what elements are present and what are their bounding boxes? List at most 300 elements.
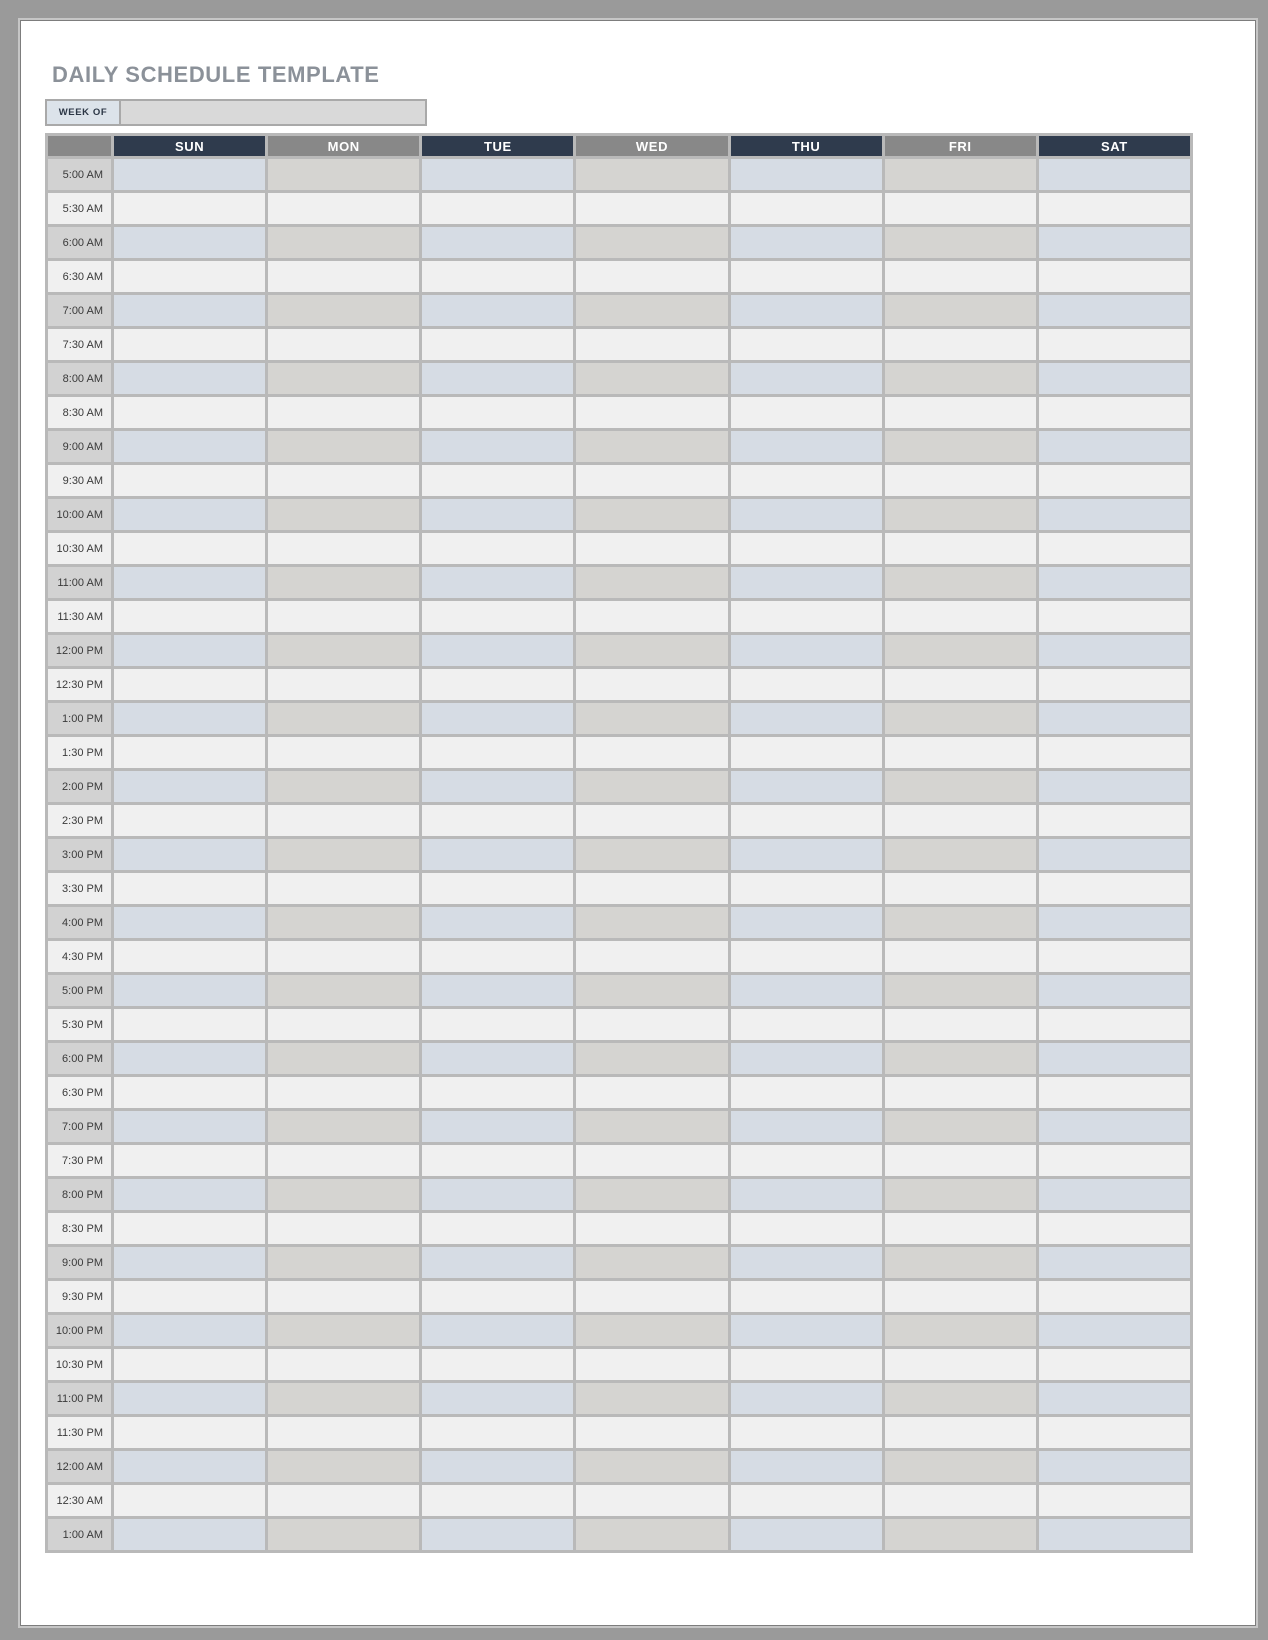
schedule-cell[interactable] <box>267 804 421 838</box>
schedule-cell[interactable] <box>1037 1348 1191 1382</box>
schedule-cell[interactable] <box>113 906 267 940</box>
schedule-cell[interactable] <box>883 1382 1037 1416</box>
schedule-cell[interactable] <box>575 940 729 974</box>
schedule-cell[interactable] <box>267 1280 421 1314</box>
schedule-cell[interactable] <box>883 668 1037 702</box>
schedule-cell[interactable] <box>575 1042 729 1076</box>
schedule-cell[interactable] <box>729 328 883 362</box>
schedule-cell[interactable] <box>113 1178 267 1212</box>
schedule-cell[interactable] <box>729 260 883 294</box>
schedule-cell[interactable] <box>267 1382 421 1416</box>
schedule-cell[interactable] <box>113 430 267 464</box>
schedule-cell[interactable] <box>575 1382 729 1416</box>
schedule-cell[interactable] <box>421 906 575 940</box>
schedule-cell[interactable] <box>883 906 1037 940</box>
schedule-cell[interactable] <box>267 1110 421 1144</box>
schedule-cell[interactable] <box>1037 1110 1191 1144</box>
schedule-cell[interactable] <box>421 1178 575 1212</box>
schedule-cell[interactable] <box>267 872 421 906</box>
schedule-cell[interactable] <box>1037 600 1191 634</box>
schedule-cell[interactable] <box>267 600 421 634</box>
schedule-cell[interactable] <box>729 872 883 906</box>
schedule-cell[interactable] <box>883 1042 1037 1076</box>
schedule-cell[interactable] <box>729 294 883 328</box>
schedule-cell[interactable] <box>421 1348 575 1382</box>
schedule-cell[interactable] <box>729 1076 883 1110</box>
schedule-cell[interactable] <box>267 1314 421 1348</box>
schedule-cell[interactable] <box>575 1178 729 1212</box>
schedule-cell[interactable] <box>267 260 421 294</box>
schedule-cell[interactable] <box>575 1416 729 1450</box>
schedule-cell[interactable] <box>729 974 883 1008</box>
schedule-cell[interactable] <box>729 1144 883 1178</box>
schedule-cell[interactable] <box>421 736 575 770</box>
schedule-cell[interactable] <box>267 192 421 226</box>
time-label: 5:30 PM <box>47 1008 113 1042</box>
schedule-cell[interactable] <box>421 260 575 294</box>
schedule-cell[interactable] <box>421 158 575 192</box>
schedule-cell[interactable] <box>267 736 421 770</box>
schedule-cell[interactable] <box>575 1110 729 1144</box>
schedule-cell[interactable] <box>883 1246 1037 1280</box>
schedule-cell[interactable] <box>421 1008 575 1042</box>
schedule-cell[interactable] <box>1037 498 1191 532</box>
schedule-cell[interactable] <box>421 940 575 974</box>
schedule-cell[interactable] <box>1037 430 1191 464</box>
schedule-cell[interactable] <box>113 158 267 192</box>
schedule-cell[interactable] <box>883 260 1037 294</box>
schedule-cell[interactable] <box>113 328 267 362</box>
schedule-cell[interactable] <box>575 260 729 294</box>
schedule-cell[interactable] <box>267 1212 421 1246</box>
schedule-cell[interactable] <box>883 1280 1037 1314</box>
schedule-cell[interactable] <box>113 1076 267 1110</box>
schedule-cell[interactable] <box>421 396 575 430</box>
time-label: 10:30 AM <box>47 532 113 566</box>
schedule-cell[interactable] <box>421 804 575 838</box>
schedule-cell[interactable] <box>883 838 1037 872</box>
schedule-cell[interactable] <box>1037 294 1191 328</box>
schedule-cell[interactable] <box>267 906 421 940</box>
schedule-cell[interactable] <box>421 226 575 260</box>
schedule-cell[interactable] <box>729 838 883 872</box>
schedule-cell[interactable] <box>883 226 1037 260</box>
schedule-cell[interactable] <box>267 1518 421 1552</box>
schedule-cell[interactable] <box>267 1042 421 1076</box>
schedule-cell[interactable] <box>113 396 267 430</box>
schedule-cell[interactable] <box>267 464 421 498</box>
schedule-cell[interactable] <box>421 430 575 464</box>
schedule-cell[interactable] <box>113 600 267 634</box>
schedule-cell[interactable] <box>1037 566 1191 600</box>
schedule-cell[interactable] <box>113 838 267 872</box>
schedule-cell[interactable] <box>575 736 729 770</box>
schedule-cell[interactable] <box>883 532 1037 566</box>
schedule-cell[interactable] <box>421 362 575 396</box>
schedule-cell[interactable] <box>113 1518 267 1552</box>
schedule-cell[interactable] <box>575 872 729 906</box>
schedule-cell[interactable] <box>729 906 883 940</box>
schedule-cell[interactable] <box>729 498 883 532</box>
time-row <box>47 974 1192 1008</box>
schedule-cell[interactable] <box>575 1246 729 1280</box>
schedule-cell[interactable] <box>1037 1246 1191 1280</box>
schedule-cell[interactable] <box>883 498 1037 532</box>
schedule-cell[interactable] <box>883 430 1037 464</box>
schedule-cell[interactable] <box>575 600 729 634</box>
time-row <box>47 1416 1192 1450</box>
schedule-cell[interactable] <box>575 226 729 260</box>
schedule-cell[interactable] <box>729 1246 883 1280</box>
schedule-cell[interactable] <box>113 1416 267 1450</box>
schedule-cell[interactable] <box>883 872 1037 906</box>
schedule-cell[interactable] <box>1037 736 1191 770</box>
schedule-cell[interactable] <box>1037 1382 1191 1416</box>
schedule-cell[interactable] <box>421 328 575 362</box>
schedule-cell[interactable] <box>267 1450 421 1484</box>
schedule-cell[interactable] <box>883 1348 1037 1382</box>
schedule-cell[interactable] <box>267 158 421 192</box>
schedule-cell[interactable] <box>267 1416 421 1450</box>
schedule-cell[interactable] <box>729 668 883 702</box>
schedule-cell[interactable] <box>729 804 883 838</box>
schedule-cell[interactable] <box>883 600 1037 634</box>
schedule-cell[interactable] <box>575 294 729 328</box>
schedule-cell[interactable] <box>883 1144 1037 1178</box>
schedule-cell[interactable] <box>729 1280 883 1314</box>
schedule-cell[interactable] <box>575 1348 729 1382</box>
schedule-cell[interactable] <box>883 1212 1037 1246</box>
schedule-cell[interactable] <box>575 158 729 192</box>
schedule-cell[interactable] <box>113 974 267 1008</box>
schedule-cell[interactable] <box>1037 940 1191 974</box>
schedule-cell[interactable] <box>575 328 729 362</box>
schedule-cell[interactable] <box>883 362 1037 396</box>
schedule-cell[interactable] <box>421 1314 575 1348</box>
schedule-cell[interactable] <box>113 872 267 906</box>
schedule-cell[interactable] <box>575 770 729 804</box>
week-of-input[interactable] <box>121 101 425 124</box>
schedule-cell[interactable] <box>883 158 1037 192</box>
schedule-cell[interactable] <box>883 1076 1037 1110</box>
schedule-cell[interactable] <box>1037 702 1191 736</box>
schedule-cell[interactable] <box>729 770 883 804</box>
schedule-cell[interactable] <box>421 1280 575 1314</box>
schedule-cell[interactable] <box>113 226 267 260</box>
schedule-cell[interactable] <box>113 770 267 804</box>
schedule-cell[interactable] <box>575 974 729 1008</box>
schedule-cell[interactable] <box>267 1008 421 1042</box>
schedule-cell[interactable] <box>1037 872 1191 906</box>
schedule-cell[interactable] <box>729 1450 883 1484</box>
schedule-cell[interactable] <box>729 362 883 396</box>
schedule-cell[interactable] <box>421 464 575 498</box>
schedule-cell[interactable] <box>113 362 267 396</box>
schedule-cell[interactable] <box>421 634 575 668</box>
schedule-cell[interactable] <box>1037 1042 1191 1076</box>
schedule-cell[interactable] <box>267 294 421 328</box>
schedule-cell[interactable] <box>1037 1450 1191 1484</box>
schedule-cell[interactable] <box>267 974 421 1008</box>
schedule-cell[interactable] <box>421 532 575 566</box>
schedule-cell[interactable] <box>421 1450 575 1484</box>
schedule-cell[interactable] <box>113 532 267 566</box>
schedule-cell[interactable] <box>1037 1314 1191 1348</box>
schedule-cell[interactable] <box>883 1518 1037 1552</box>
schedule-cell[interactable] <box>575 1280 729 1314</box>
schedule-cell[interactable] <box>1037 1280 1191 1314</box>
schedule-cell[interactable] <box>113 464 267 498</box>
schedule-cell[interactable] <box>421 1484 575 1518</box>
schedule-cell[interactable] <box>883 940 1037 974</box>
schedule-cell[interactable] <box>729 634 883 668</box>
schedule-cell[interactable] <box>1037 634 1191 668</box>
schedule-cell[interactable] <box>113 702 267 736</box>
schedule-cell[interactable] <box>1037 1076 1191 1110</box>
schedule-cell[interactable] <box>113 1382 267 1416</box>
schedule-cell[interactable] <box>883 1484 1037 1518</box>
schedule-cell[interactable] <box>729 1348 883 1382</box>
schedule-cell[interactable] <box>575 498 729 532</box>
schedule-cell[interactable] <box>575 1484 729 1518</box>
time-column-header <box>47 135 113 158</box>
schedule-cell[interactable] <box>575 1212 729 1246</box>
schedule-cell[interactable] <box>883 464 1037 498</box>
schedule-cell[interactable] <box>729 1178 883 1212</box>
schedule-cell[interactable] <box>421 838 575 872</box>
schedule-cell[interactable] <box>267 566 421 600</box>
schedule-cell[interactable] <box>575 464 729 498</box>
schedule-cell[interactable] <box>883 1110 1037 1144</box>
schedule-cell[interactable] <box>575 362 729 396</box>
schedule-cell[interactable] <box>421 294 575 328</box>
schedule-cell[interactable] <box>267 1484 421 1518</box>
schedule-cell[interactable] <box>421 668 575 702</box>
schedule-cell[interactable] <box>267 1246 421 1280</box>
schedule-cell[interactable] <box>729 532 883 566</box>
schedule-cell[interactable] <box>883 1314 1037 1348</box>
schedule-cell[interactable] <box>421 192 575 226</box>
schedule-cell[interactable] <box>267 396 421 430</box>
schedule-cell[interactable] <box>421 1416 575 1450</box>
schedule-cell[interactable] <box>575 430 729 464</box>
schedule-cell[interactable] <box>1037 668 1191 702</box>
schedule-cell[interactable] <box>1037 906 1191 940</box>
schedule-cell[interactable] <box>1037 260 1191 294</box>
schedule-cell[interactable] <box>883 804 1037 838</box>
schedule-cell[interactable] <box>883 1008 1037 1042</box>
schedule-cell[interactable] <box>1037 1518 1191 1552</box>
schedule-cell[interactable] <box>729 1110 883 1144</box>
schedule-cell[interactable] <box>267 498 421 532</box>
schedule-cell[interactable] <box>1037 838 1191 872</box>
schedule-cell[interactable] <box>883 702 1037 736</box>
schedule-cell[interactable] <box>575 702 729 736</box>
schedule-cell[interactable] <box>729 600 883 634</box>
schedule-cell[interactable] <box>421 1042 575 1076</box>
schedule-cell[interactable] <box>729 1008 883 1042</box>
schedule-cell[interactable] <box>113 566 267 600</box>
schedule-cell[interactable] <box>575 906 729 940</box>
schedule-cell[interactable] <box>267 1178 421 1212</box>
schedule-cell[interactable] <box>575 668 729 702</box>
schedule-cell[interactable] <box>729 226 883 260</box>
schedule-cell[interactable] <box>729 566 883 600</box>
schedule-cell[interactable] <box>113 668 267 702</box>
schedule-cell[interactable] <box>1037 770 1191 804</box>
schedule-cell[interactable] <box>883 974 1037 1008</box>
schedule-cell[interactable] <box>729 1212 883 1246</box>
schedule-cell[interactable] <box>883 1416 1037 1450</box>
schedule-cell[interactable] <box>575 1314 729 1348</box>
time-row <box>47 260 1192 294</box>
schedule-cell[interactable] <box>883 1450 1037 1484</box>
schedule-cell[interactable] <box>1037 1484 1191 1518</box>
schedule-cell[interactable] <box>1037 396 1191 430</box>
schedule-cell[interactable] <box>883 328 1037 362</box>
schedule-cell[interactable] <box>113 260 267 294</box>
schedule-cell[interactable] <box>1037 1178 1191 1212</box>
schedule-cell[interactable] <box>113 294 267 328</box>
schedule-cell[interactable] <box>729 158 883 192</box>
schedule-cell[interactable] <box>267 770 421 804</box>
schedule-cell[interactable] <box>113 634 267 668</box>
schedule-cell[interactable] <box>1037 1144 1191 1178</box>
schedule-cell[interactable] <box>883 1178 1037 1212</box>
schedule-cell[interactable] <box>1037 1416 1191 1450</box>
schedule-cell[interactable] <box>113 1110 267 1144</box>
schedule-cell[interactable] <box>113 1008 267 1042</box>
schedule-cell[interactable] <box>267 702 421 736</box>
schedule-cell[interactable] <box>267 634 421 668</box>
schedule-cell[interactable] <box>267 940 421 974</box>
time-label: 5:00 AM <box>47 158 113 192</box>
schedule-cell[interactable] <box>729 1416 883 1450</box>
schedule-cell[interactable] <box>421 600 575 634</box>
schedule-cell[interactable] <box>1037 1008 1191 1042</box>
schedule-cell[interactable] <box>1037 1212 1191 1246</box>
schedule-cell[interactable] <box>113 804 267 838</box>
schedule-cell[interactable] <box>575 1450 729 1484</box>
schedule-cell[interactable] <box>421 566 575 600</box>
schedule-cell[interactable] <box>729 396 883 430</box>
schedule-cell[interactable] <box>113 1246 267 1280</box>
schedule-cell[interactable] <box>267 1076 421 1110</box>
schedule-cell[interactable] <box>1037 532 1191 566</box>
schedule-cell[interactable] <box>883 396 1037 430</box>
schedule-cell[interactable] <box>267 226 421 260</box>
schedule-cell[interactable] <box>421 1518 575 1552</box>
schedule-cell[interactable] <box>1037 192 1191 226</box>
schedule-cell[interactable] <box>421 1246 575 1280</box>
schedule-cell[interactable] <box>883 770 1037 804</box>
schedule-cell[interactable] <box>729 1484 883 1518</box>
schedule-cell[interactable] <box>421 1144 575 1178</box>
schedule-cell[interactable] <box>729 736 883 770</box>
schedule-cell[interactable] <box>1037 362 1191 396</box>
schedule-cell[interactable] <box>1037 974 1191 1008</box>
schedule-cell[interactable] <box>575 634 729 668</box>
schedule-cell[interactable] <box>1037 158 1191 192</box>
schedule-cell[interactable] <box>729 1382 883 1416</box>
schedule-cell[interactable] <box>421 1110 575 1144</box>
schedule-cell[interactable] <box>883 736 1037 770</box>
schedule-cell[interactable] <box>113 1484 267 1518</box>
schedule-cell[interactable] <box>883 566 1037 600</box>
schedule-cell[interactable] <box>729 702 883 736</box>
schedule-cell[interactable] <box>267 1144 421 1178</box>
schedule-cell[interactable] <box>1037 464 1191 498</box>
schedule-cell[interactable] <box>113 736 267 770</box>
time-row <box>47 362 1192 396</box>
schedule-cell[interactable] <box>729 430 883 464</box>
schedule-cell[interactable] <box>575 192 729 226</box>
schedule-cell[interactable] <box>113 1348 267 1382</box>
schedule-cell[interactable] <box>883 634 1037 668</box>
schedule-cell[interactable] <box>267 668 421 702</box>
schedule-cell[interactable] <box>421 974 575 1008</box>
schedule-cell[interactable] <box>883 294 1037 328</box>
schedule-cell[interactable] <box>1037 226 1191 260</box>
schedule-cell[interactable] <box>113 498 267 532</box>
schedule-cell[interactable] <box>575 1144 729 1178</box>
schedule-cell[interactable] <box>729 1042 883 1076</box>
schedule-cell[interactable] <box>267 328 421 362</box>
schedule-cell[interactable] <box>729 464 883 498</box>
schedule-cell[interactable] <box>267 1348 421 1382</box>
schedule-cell[interactable] <box>729 1518 883 1552</box>
schedule-cell[interactable] <box>1037 804 1191 838</box>
schedule-cell[interactable] <box>113 1450 267 1484</box>
schedule-cell[interactable] <box>575 532 729 566</box>
schedule-cell[interactable] <box>575 804 729 838</box>
schedule-cell[interactable] <box>421 498 575 532</box>
time-label: 7:00 PM <box>47 1110 113 1144</box>
schedule-cell[interactable] <box>729 940 883 974</box>
schedule-cell[interactable] <box>729 1314 883 1348</box>
schedule-cell[interactable] <box>267 430 421 464</box>
schedule-cell[interactable] <box>575 1076 729 1110</box>
schedule-cell[interactable] <box>575 1008 729 1042</box>
schedule-cell[interactable] <box>267 362 421 396</box>
schedule-cell[interactable] <box>113 192 267 226</box>
day-header: MON <box>267 135 421 158</box>
schedule-cell[interactable] <box>421 872 575 906</box>
schedule-cell[interactable] <box>575 396 729 430</box>
time-label: 11:30 AM <box>47 600 113 634</box>
schedule-cell[interactable] <box>421 1382 575 1416</box>
time-row <box>47 1314 1192 1348</box>
schedule-cell[interactable] <box>421 770 575 804</box>
schedule-cell[interactable] <box>113 1314 267 1348</box>
schedule-cell[interactable] <box>113 1212 267 1246</box>
schedule-cell[interactable] <box>113 1280 267 1314</box>
schedule-cell[interactable] <box>421 1076 575 1110</box>
schedule-cell[interactable] <box>113 1144 267 1178</box>
schedule-cell[interactable] <box>729 192 883 226</box>
schedule-cell[interactable] <box>113 1042 267 1076</box>
schedule-cell[interactable] <box>883 192 1037 226</box>
schedule-cell[interactable] <box>421 702 575 736</box>
schedule-cell[interactable] <box>421 1212 575 1246</box>
schedule-cell[interactable] <box>575 1518 729 1552</box>
schedule-cell[interactable] <box>113 940 267 974</box>
schedule-cell[interactable] <box>267 532 421 566</box>
schedule-cell[interactable] <box>1037 328 1191 362</box>
schedule-cell[interactable] <box>575 838 729 872</box>
schedule-cell[interactable] <box>575 566 729 600</box>
schedule-cell[interactable] <box>267 838 421 872</box>
